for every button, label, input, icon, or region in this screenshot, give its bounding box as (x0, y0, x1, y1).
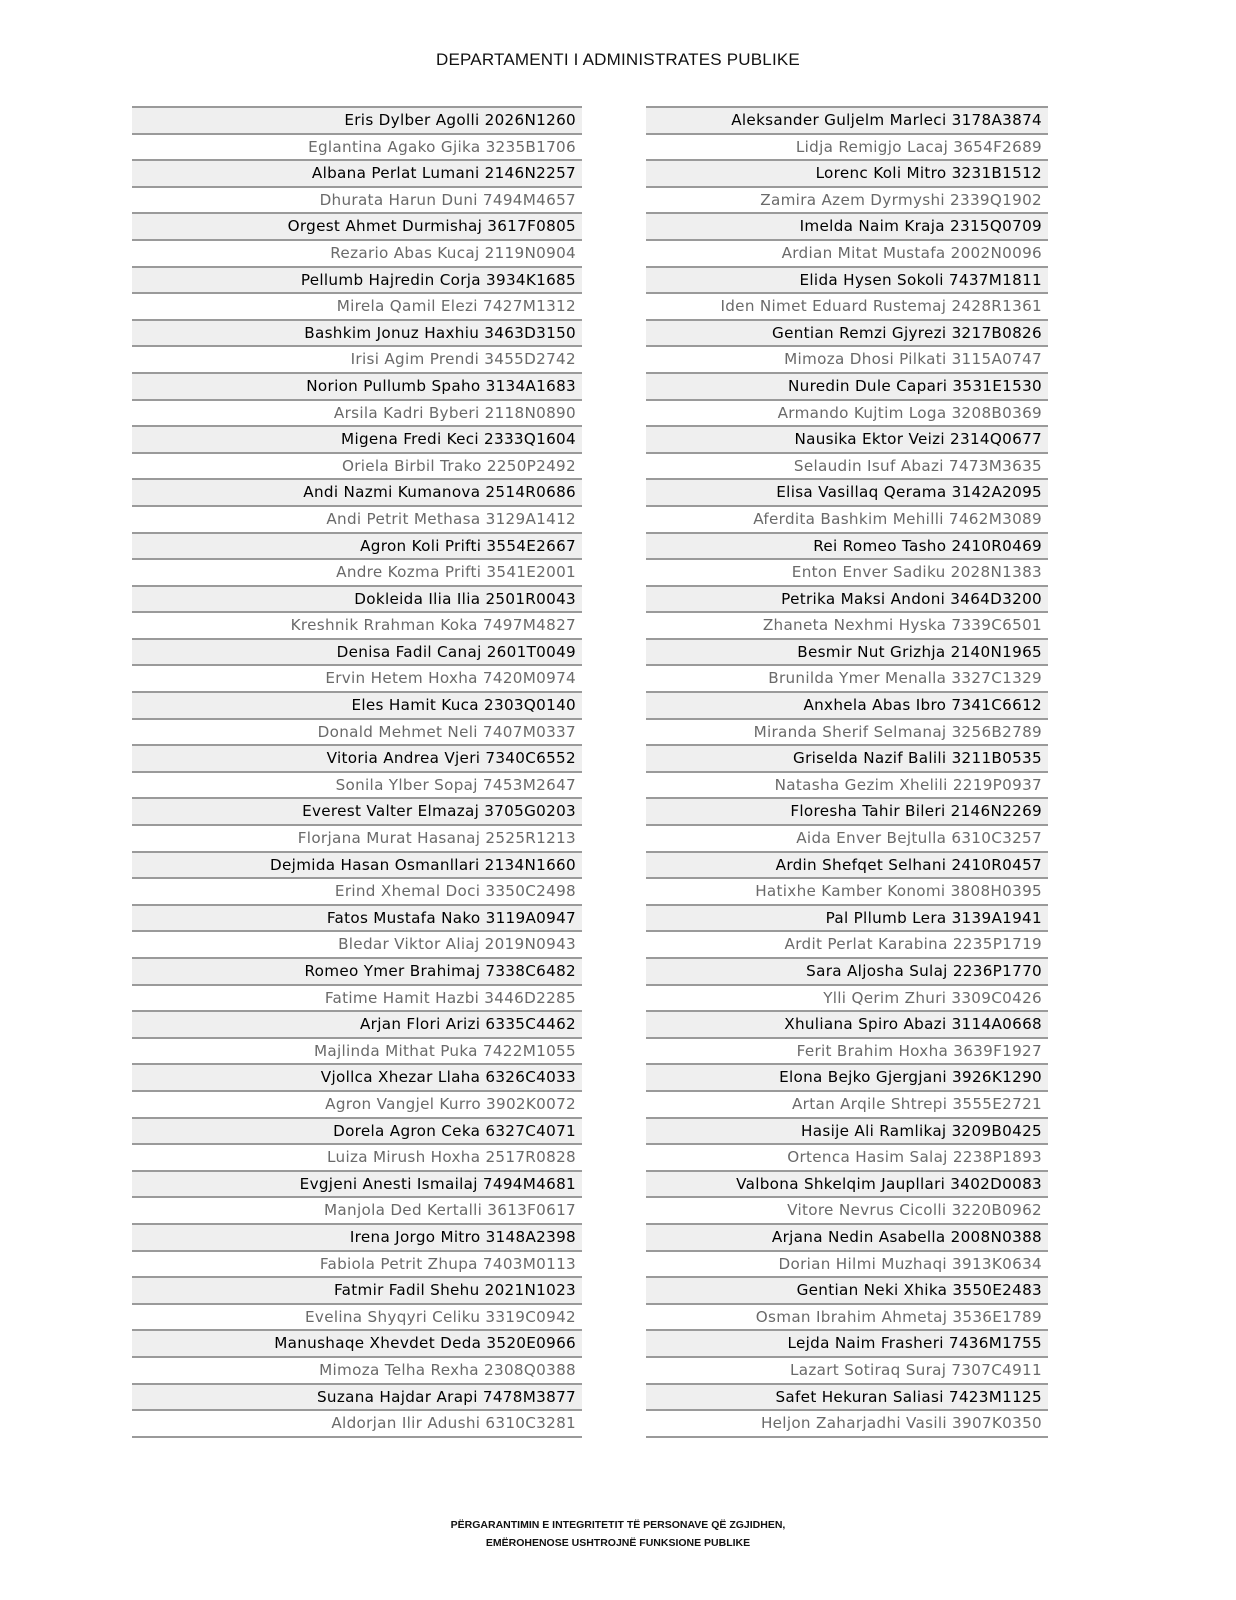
list-item: Majlinda Mithat Puka 7422M1055 (132, 1037, 582, 1064)
list-item: Florjana Murat Hasanaj 2525R1213 (132, 824, 582, 851)
list-item: Natasha Gezim Xhelili 2219P0937 (646, 771, 1048, 798)
list-item: Zhaneta Nexhmi Hyska 7339C6501 (646, 611, 1048, 638)
list-item: Irisi Agim Prendi 3455D2742 (132, 345, 582, 372)
list-item: Rei Romeo Tasho 2410R0469 (646, 532, 1048, 559)
list-item: Ardin Shefqet Selhani 2410R0457 (646, 851, 1048, 878)
list-item: Hatixhe Kamber Konomi 3808H0395 (646, 877, 1048, 904)
list-item: Agron Vangjel Kurro 3902K0072 (132, 1090, 582, 1117)
list-item: Vitore Nevrus Cicolli 3220B0962 (646, 1196, 1048, 1223)
list-item: Romeo Ymer Brahimaj 7338C6482 (132, 957, 582, 984)
list-item: Bledar Viktor Aliaj 2019N0943 (132, 930, 582, 957)
list-item: Brunilda Ymer Menalla 3327C1329 (646, 664, 1048, 691)
list-item: Aferdita Bashkim Mehilli 7462M3089 (646, 505, 1048, 532)
list-item: Irena Jorgo Mitro 3148A2398 (132, 1223, 582, 1250)
list-item: Fatos Mustafa Nako 3119A0947 (132, 904, 582, 931)
list-item: Elisa Vasillaq Qerama 3142A2095 (646, 478, 1048, 505)
list-item: Albana Perlat Lumani 2146N2257 (132, 159, 582, 186)
list-item: Fabiola Petrit Zhupa 7403M0113 (132, 1250, 582, 1277)
list-item: Manushaqe Xhevdet Deda 3520E0966 (132, 1329, 582, 1356)
column-bottom-rule (646, 1436, 1048, 1438)
list-item: Safet Hekuran Saliasi 7423M1125 (646, 1383, 1048, 1410)
list-item: Ardian Mitat Mustafa 2002N0096 (646, 239, 1048, 266)
list-item: Dorian Hilmi Muzhaqi 3913K0634 (646, 1250, 1048, 1277)
list-item: Vjollca Xhezar Llaha 6326C4033 (132, 1063, 582, 1090)
list-item: Enton Enver Sadiku 2028N1383 (646, 558, 1048, 585)
list-item: Ervin Hetem Hoxha 7420M0974 (132, 664, 582, 691)
list-item: Aleksander Guljelm Marleci 3178A3874 (646, 106, 1048, 133)
list-item: Artan Arqile Shtrepi 3555E2721 (646, 1090, 1048, 1117)
list-item: Gentian Neki Xhika 3550E2483 (646, 1276, 1048, 1303)
list-item: Andre Kozma Prifti 3541E2001 (132, 558, 582, 585)
list-item: Kreshnik Rrahman Koka 7497M4827 (132, 611, 582, 638)
list-item: Andi Nazmi Kumanova 2514R0686 (132, 478, 582, 505)
right-name-column (646, 106, 1048, 1438)
list-item: Iden Nimet Eduard Rustemaj 2428R1361 (646, 292, 1048, 319)
list-item: Zamira Azem Dyrmyshi 2339Q1902 (646, 186, 1048, 213)
left-name-column (132, 106, 582, 1438)
list-item: Ylli Qerim Zhuri 3309C0426 (646, 984, 1048, 1011)
list-item: Arjan Flori Arizi 6335C4462 (132, 1010, 582, 1037)
list-item: Selaudin Isuf Abazi 7473M3635 (646, 452, 1048, 479)
list-item: Evelina Shyqyri Celiku 3319C0942 (132, 1303, 582, 1330)
list-item: Norion Pullumb Spaho 3134A1683 (132, 372, 582, 399)
list-item: Griselda Nazif Balili 3211B0535 (646, 744, 1048, 771)
footer-line-2: EMËROHENOSE USHTROJNË FUNKSIONE PUBLIKE (485, 1537, 751, 1549)
list-item: Vitoria Andrea Vjeri 7340C6552 (132, 744, 582, 771)
list-item: Eglantina Agako Gjika 3235B1706 (132, 133, 582, 160)
list-item: Nausika Ektor Veizi 2314Q0677 (646, 425, 1048, 452)
list-item: Eles Hamit Kuca 2303Q0140 (132, 691, 582, 718)
list-item: Sonila Ylber Sopaj 7453M2647 (132, 771, 582, 798)
list-item: Lejda Naim Frasheri 7436M1755 (646, 1329, 1048, 1356)
list-item: Fatime Hamit Hazbi 3446D2285 (132, 984, 582, 1011)
list-item: Imelda Naim Kraja 2315Q0709 (646, 212, 1048, 239)
list-item: Evgjeni Anesti Ismailaj 7494M4681 (132, 1170, 582, 1197)
list-item: Suzana Hajdar Arapi 7478M3877 (132, 1383, 582, 1410)
footer-line-1: PËRGARANTIMIN E INTEGRITETIT TË PERSONAVE QË ZGJIDHEN, (450, 1519, 786, 1531)
list-item: Mimoza Dhosi Pilkati 3115A0747 (646, 345, 1048, 372)
list-item: Osman Ibrahim Ahmetaj 3536E1789 (646, 1303, 1048, 1330)
list-item: Heljon Zaharjadhi Vasili 3907K0350 (646, 1409, 1048, 1436)
list-item: Erind Xhemal Doci 3350C2498 (132, 877, 582, 904)
list-item: Dhurata Harun Duni 7494M4657 (132, 186, 582, 213)
list-item: Dorela Agron Ceka 6327C4071 (132, 1117, 582, 1144)
list-item: Nuredin Dule Capari 3531E1530 (646, 372, 1048, 399)
list-item: Mimoza Telha Rexha 2308Q0388 (132, 1356, 582, 1383)
list-item: Lorenc Koli Mitro 3231B1512 (646, 159, 1048, 186)
list-item: Hasije Ali Ramlikaj 3209B0425 (646, 1117, 1048, 1144)
footer (0, 1516, 1236, 1552)
list-item: Ferit Brahim Hoxha 3639F1927 (646, 1037, 1048, 1064)
list-item: Besmir Nut Grizhja 2140N1965 (646, 638, 1048, 665)
list-item: Aldorjan Ilir Adushi 6310C3281 (132, 1409, 582, 1436)
list-item: Armando Kujtim Loga 3208B0369 (646, 399, 1048, 426)
list-item: Anxhela Abas Ibro 7341C6612 (646, 691, 1048, 718)
list-item: Eris Dylber Agolli 2026N1260 (132, 106, 582, 133)
list-item: Andi Petrit Methasa 3129A1412 (132, 505, 582, 532)
list-item: Denisa Fadil Canaj 2601T0049 (132, 638, 582, 665)
list-item: Migena Fredi Keci 2333Q1604 (132, 425, 582, 452)
column-bottom-rule (132, 1436, 582, 1438)
list-item: Sara Aljosha Sulaj 2236P1770 (646, 957, 1048, 984)
list-item: Ortenca Hasim Salaj 2238P1893 (646, 1143, 1048, 1170)
list-item: Aida Enver Bejtulla 6310C3257 (646, 824, 1048, 851)
list-item: Xhuliana Spiro Abazi 3114A0668 (646, 1010, 1048, 1037)
list-item: Elona Bejko Gjergjani 3926K1290 (646, 1063, 1048, 1090)
list-item: Orgest Ahmet Durmishaj 3617F0805 (132, 212, 582, 239)
page-title: DEPARTAMENTI I ADMINISTRATES PUBLIKE (436, 50, 800, 69)
list-item: Donald Mehmet Neli 7407M0337 (132, 718, 582, 745)
list-item: Miranda Sherif Selmanaj 3256B2789 (646, 718, 1048, 745)
list-item: Petrika Maksi Andoni 3464D3200 (646, 585, 1048, 612)
list-item: Elida Hysen Sokoli 7437M1811 (646, 266, 1048, 293)
list-item: Agron Koli Prifti 3554E2667 (132, 532, 582, 559)
list-item: Dejmida Hasan Osmanllari 2134N1660 (132, 851, 582, 878)
list-item: Arsila Kadri Byberi 2118N0890 (132, 399, 582, 426)
list-item: Mirela Qamil Elezi 7427M1312 (132, 292, 582, 319)
list-item: Everest Valter Elmazaj 3705G0203 (132, 797, 582, 824)
list-item: Bashkim Jonuz Haxhiu 3463D3150 (132, 319, 582, 346)
list-item: Manjola Ded Kertalli 3613F0617 (132, 1196, 582, 1223)
list-item: Lazart Sotiraq Suraj 7307C4911 (646, 1356, 1048, 1383)
list-item: Ardit Perlat Karabina 2235P1719 (646, 930, 1048, 957)
list-item: Valbona Shkelqim Jaupllari 3402D0083 (646, 1170, 1048, 1197)
list-item: Pellumb Hajredin Corja 3934K1685 (132, 266, 582, 293)
list-item: Fatmir Fadil Shehu 2021N1023 (132, 1276, 582, 1303)
list-item: Luiza Mirush Hoxha 2517R0828 (132, 1143, 582, 1170)
list-item: Rezario Abas Kucaj 2119N0904 (132, 239, 582, 266)
list-item: Dokleida Ilia Ilia 2501R0043 (132, 585, 582, 612)
list-item: Pal Pllumb Lera 3139A1941 (646, 904, 1048, 931)
list-item: Gentian Remzi Gjyrezi 3217B0826 (646, 319, 1048, 346)
list-item: Floresha Tahir Bileri 2146N2269 (646, 797, 1048, 824)
list-item: Arjana Nedin Asabella 2008N0388 (646, 1223, 1048, 1250)
list-item: Lidja Remigjo Lacaj 3654F2689 (646, 133, 1048, 160)
list-item: Oriela Birbil Trako 2250P2492 (132, 452, 582, 479)
